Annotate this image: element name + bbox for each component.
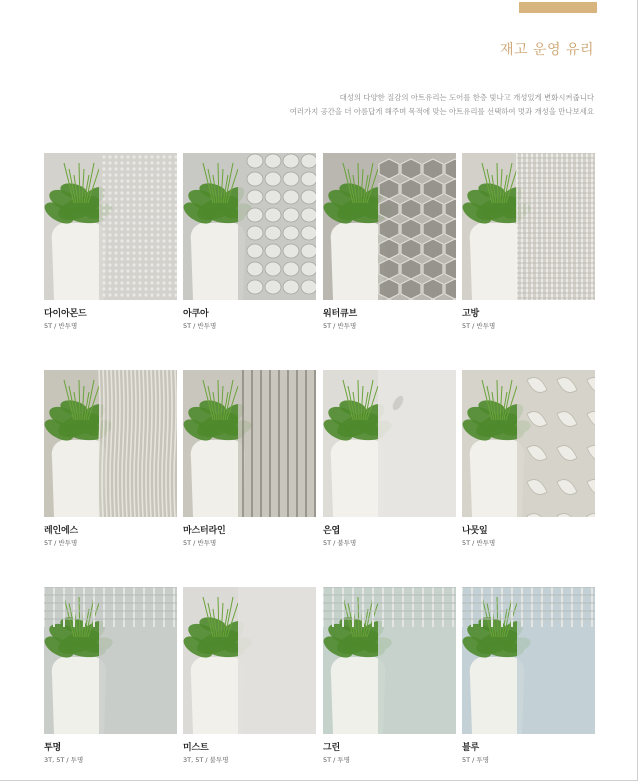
product-spec: 5T / 반투명 bbox=[323, 322, 357, 330]
product-spec: 5T / 불투명 bbox=[323, 539, 357, 547]
product-card bbox=[462, 587, 597, 764]
product-card bbox=[323, 370, 458, 547]
product-name: 그린 bbox=[323, 743, 340, 753]
accent-bar bbox=[519, 2, 597, 13]
vase-shape bbox=[191, 223, 246, 300]
product-card bbox=[183, 587, 318, 764]
product-card bbox=[323, 153, 458, 330]
product-spec: 5T / 반투명 bbox=[44, 539, 78, 547]
product-image bbox=[462, 153, 595, 300]
product-name: 다이아몬드 bbox=[44, 309, 87, 319]
description-line-1: 대성의 다양한 질감의 아트유리는 도어를 한층 빛나고 개성있게 변화시켜줍니다 bbox=[339, 93, 594, 102]
vase-shape bbox=[52, 657, 107, 734]
product-card bbox=[462, 370, 597, 547]
product-card bbox=[44, 587, 179, 764]
glass-pattern bbox=[378, 153, 456, 300]
product-spec: 5T / 반투명 bbox=[183, 539, 217, 547]
product-image bbox=[183, 370, 316, 517]
product-name: 은엽 bbox=[323, 526, 340, 536]
glass-pattern bbox=[238, 587, 316, 734]
vase-shape bbox=[470, 657, 525, 734]
vase-shape bbox=[331, 223, 386, 300]
product-image bbox=[44, 153, 177, 300]
glass-pattern bbox=[99, 153, 177, 300]
product-image bbox=[462, 587, 595, 734]
product-spec: 5T / 투명 bbox=[462, 756, 489, 764]
product-card bbox=[183, 370, 318, 547]
glass-pattern bbox=[517, 370, 595, 517]
vase-shape bbox=[331, 440, 386, 517]
product-image bbox=[323, 370, 456, 517]
product-image bbox=[323, 587, 456, 734]
product-card bbox=[323, 587, 458, 764]
product-image bbox=[183, 153, 316, 300]
product-spec: 5T / 반투명 bbox=[183, 322, 217, 330]
product-spec: 3T, 5T / 투명 bbox=[44, 756, 84, 764]
vase-shape bbox=[191, 657, 246, 734]
product-image bbox=[462, 370, 595, 517]
product-name: 투명 bbox=[44, 743, 61, 753]
vase-shape bbox=[470, 440, 525, 517]
description-line-2: 여러가지 공간을 더 아름답게 해주며 목적에 맞는 아트유리를 선택하여 멋과 개성을 만나보세요 bbox=[289, 107, 594, 116]
glass-pattern bbox=[517, 153, 595, 300]
product-name: 미스트 bbox=[183, 743, 209, 753]
product-name: 나뭇잎 bbox=[462, 526, 488, 536]
vase-shape bbox=[191, 440, 246, 517]
product-name: 레인에스 bbox=[44, 526, 78, 536]
product-image bbox=[183, 587, 316, 734]
product-name: 고방 bbox=[462, 309, 479, 319]
product-name: 아쿠아 bbox=[183, 309, 209, 319]
product-image bbox=[323, 153, 456, 300]
vase-shape bbox=[470, 223, 525, 300]
product-spec: 5T / 반투명 bbox=[44, 322, 78, 330]
glass-pattern bbox=[238, 153, 316, 300]
product-name: 워터큐브 bbox=[323, 309, 357, 319]
product-name: 블루 bbox=[462, 743, 479, 753]
product-card bbox=[44, 370, 179, 547]
product-spec: 5T / 반투명 bbox=[462, 322, 496, 330]
vase-shape bbox=[331, 657, 386, 734]
glass-pattern bbox=[238, 370, 316, 517]
page-description bbox=[174, 91, 594, 119]
vase-shape bbox=[52, 223, 107, 300]
page-title: 재고 운영 유리 bbox=[499, 42, 594, 58]
product-spec: 5T / 투명 bbox=[323, 756, 350, 764]
product-spec: 3T, 5T / 불투명 bbox=[183, 756, 229, 764]
product-image bbox=[44, 587, 177, 734]
glass-pattern bbox=[98, 370, 177, 517]
product-name: 마스터라인 bbox=[183, 526, 226, 536]
product-spec: 5T / 반투명 bbox=[462, 539, 496, 547]
product-card bbox=[462, 153, 597, 330]
glass-pattern bbox=[378, 370, 456, 517]
product-image bbox=[44, 370, 177, 517]
product-card bbox=[44, 153, 179, 330]
product-card bbox=[183, 153, 318, 330]
